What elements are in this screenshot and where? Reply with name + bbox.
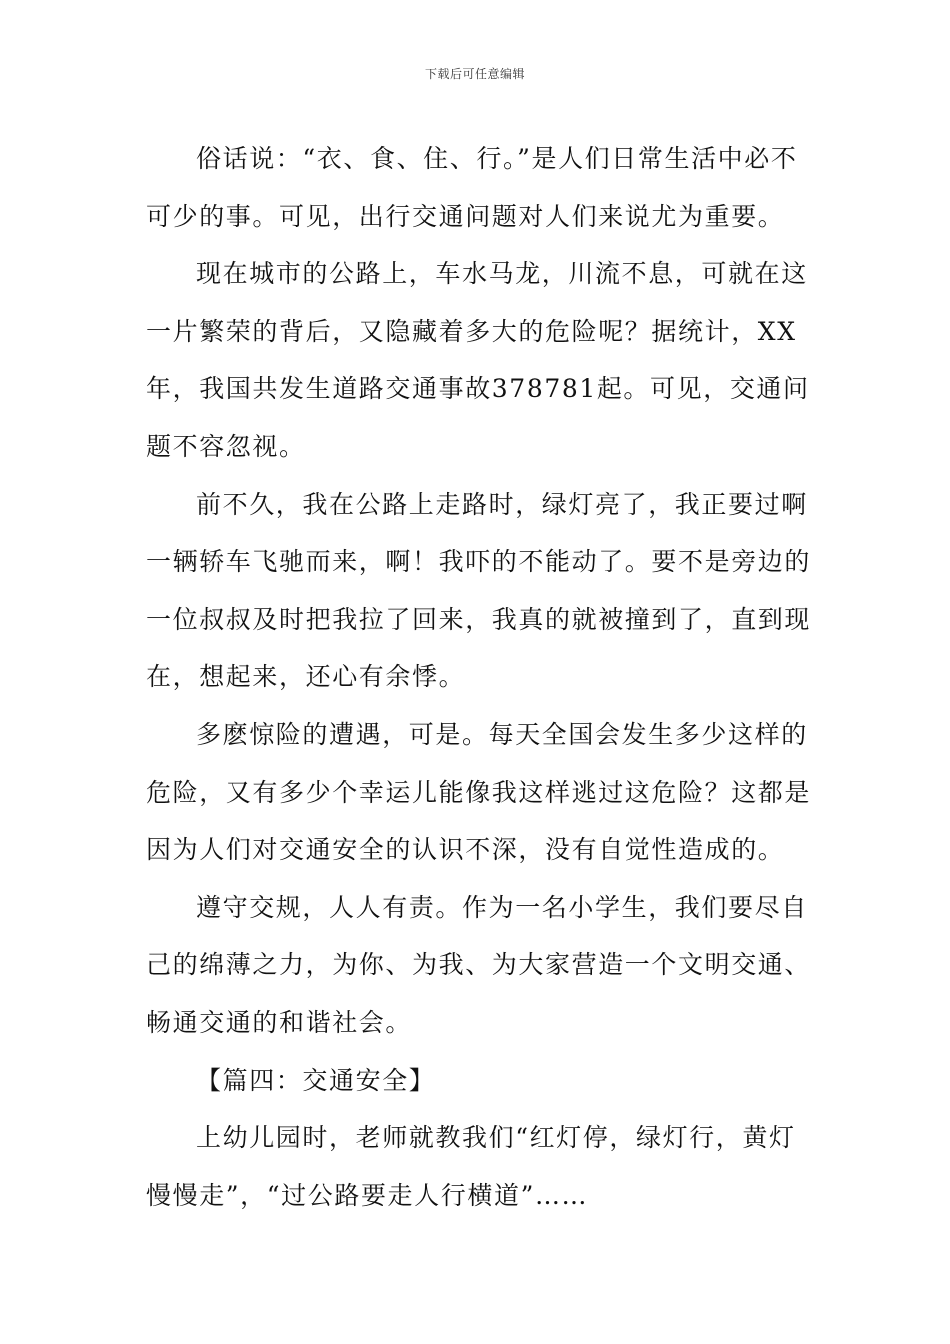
paragraph: 遵守交规，人人有责。作为一名小学生，我们要尽自己的绵薄之力，为你、为我、为大家营造一个文明交通、畅通交通的和谐社会。 (146, 892, 812, 1037)
paragraph: 多麽惊险的遭遇，可是。每天全国会发生多少这样的危险，又有多少个幸运儿能像我这样逃过这危险？这都是因为人们对交通安全的认识不深，没有自觉性造成的。 (146, 719, 812, 865)
paragraph: 现在城市的公路上，车水马龙，川流不息，可就在这一片繁荣的背后，又隐藏着多大的危险呢？据统计，XX年，我国共发生道路交通事故378781起。可见，交通问题不容忽视。 (146, 259, 810, 461)
paragraph: 俗话说：“衣、食、住、行。”是人们日常生活中必不可少的事。可见，出行交通问题对人们来说尤为重要。 (146, 144, 798, 231)
page-header: 下载后可任意编辑 (424, 67, 525, 81)
paragraph: 前不久，我在公路上走路时，绿灯亮了，我正要过啊一辆轿车飞驰而来，啊！我吓的不能动了。要不是旁边的一位叔叔及时把我拉了回来，我真的就被撞到了，直到现在，想起来，还心有余悸。 (146, 489, 812, 692)
document-body (146, 130, 814, 1224)
paragraph: 上幼儿园时，老师就教我们“红灯停，绿灯行，黄灯慢慢走”，“过公路要走人行横道”…… (146, 1123, 796, 1210)
section-heading: 【篇四：交通安全】 (196, 1065, 436, 1095)
